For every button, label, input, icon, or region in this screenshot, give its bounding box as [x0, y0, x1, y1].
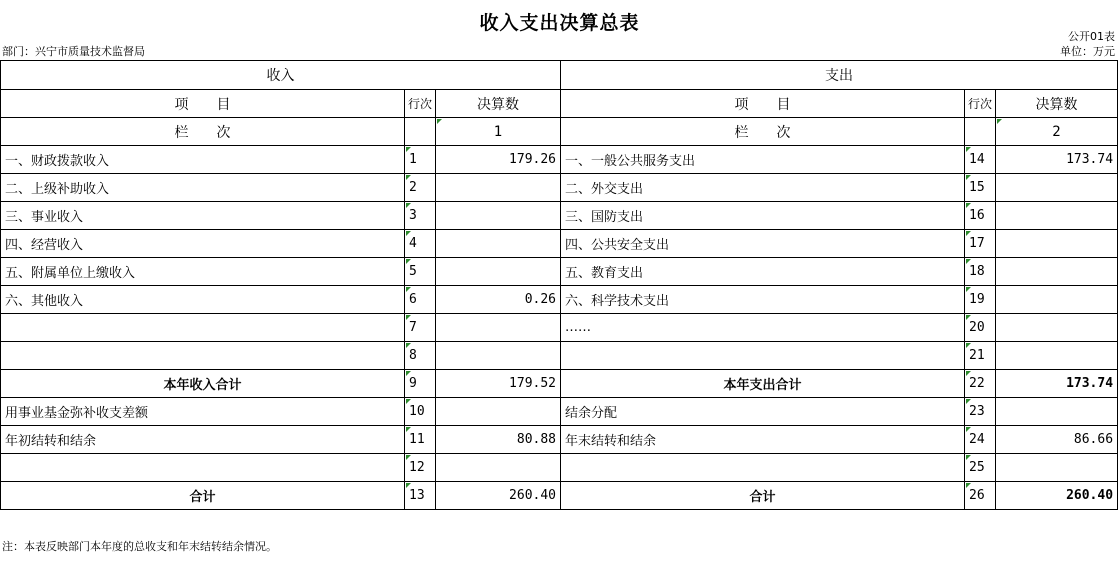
expense-line-number: 22 — [965, 370, 996, 398]
footnote: 注：本表反映部门本年度的总收支和年末结转结余情况。 — [2, 540, 277, 553]
income-item-label: 一、财政拨款收入 — [1, 146, 405, 174]
table-row — [1, 314, 1118, 342]
table-row — [1, 230, 1118, 258]
income-line-number: 12 — [405, 454, 436, 482]
report-title: 收入支出决算总表 — [479, 12, 640, 34]
income-line-number: 7 — [405, 314, 436, 342]
expense-item-label: 一、一般公共服务支出 — [561, 146, 965, 174]
expense-amount: 86.66 — [996, 426, 1118, 454]
income-item-label: 二、上级补助收入 — [1, 174, 405, 202]
expense-column-number: 2 — [996, 118, 1118, 146]
department-label: 部门：兴宁市质量技术监督局 — [2, 45, 145, 58]
income-line-number: 5 — [405, 258, 436, 286]
income-amount — [436, 230, 561, 258]
income-item-header: 项 目 — [1, 90, 405, 118]
column-index-row — [1, 118, 1118, 146]
income-line-number: 2 — [405, 174, 436, 202]
income-line-no-header: 行次 — [405, 90, 436, 118]
expense-amount — [996, 258, 1118, 286]
expense-item-label: 四、公共安全支出 — [561, 230, 965, 258]
expense-line-number: 23 — [965, 398, 996, 426]
expense-line-number: 24 — [965, 426, 996, 454]
table-row — [1, 454, 1118, 482]
expense-amount — [996, 342, 1118, 370]
income-amount — [436, 398, 561, 426]
expense-line-number: 21 — [965, 342, 996, 370]
expense-amount — [996, 314, 1118, 342]
income-item-label — [1, 314, 405, 342]
expense-amount — [996, 398, 1118, 426]
income-amount: 80.88 — [436, 426, 561, 454]
income-amount: 0.26 — [436, 286, 561, 314]
income-line-number: 4 — [405, 230, 436, 258]
expense-line-number: 19 — [965, 286, 996, 314]
income-item-label: 五、附属单位上缴收入 — [1, 258, 405, 286]
income-amount — [436, 454, 561, 482]
table-row — [1, 342, 1118, 370]
table-row — [1, 202, 1118, 230]
column-header-row — [1, 90, 1118, 118]
income-amount — [436, 202, 561, 230]
expense-amount-header: 决算数 — [996, 90, 1118, 118]
income-line-number: 11 — [405, 426, 436, 454]
income-item-label: 用事业基金弥补收支差额 — [1, 398, 405, 426]
income-line-number: 9 — [405, 370, 436, 398]
income-item-label: 六、其他收入 — [1, 286, 405, 314]
expense-item-label: …… — [561, 314, 965, 342]
income-line-number: 3 — [405, 202, 436, 230]
expense-line-number: 20 — [965, 314, 996, 342]
income-line-number: 1 — [405, 146, 436, 174]
expense-section-header: 支出 — [561, 61, 1118, 90]
expense-line-no-header: 行次 — [965, 90, 996, 118]
table-row — [1, 258, 1118, 286]
income-column-label: 栏 次 — [1, 118, 405, 146]
income-item-label: 合计 — [1, 482, 405, 510]
expense-line-number: 14 — [965, 146, 996, 174]
income-item-label: 本年收入合计 — [1, 370, 405, 398]
expense-amount: 173.74 — [996, 370, 1118, 398]
income-section-header: 收入 — [1, 61, 561, 90]
expense-item-label: 年末结转和结余 — [561, 426, 965, 454]
form-id: 公开01表 — [1068, 30, 1115, 43]
expense-line-number: 26 — [965, 482, 996, 510]
income-amount — [436, 174, 561, 202]
table-row — [1, 146, 1118, 174]
expense-line-number: 15 — [965, 174, 996, 202]
income-item-label — [1, 342, 405, 370]
income-amount: 179.52 — [436, 370, 561, 398]
expense-amount — [996, 230, 1118, 258]
income-amount: 260.40 — [436, 482, 561, 510]
expense-amount: 173.74 — [996, 146, 1118, 174]
income-line-number: 13 — [405, 482, 436, 510]
table-row — [1, 174, 1118, 202]
expense-item-label: 六、科学技术支出 — [561, 286, 965, 314]
expense-item-label: 合计 — [561, 482, 965, 510]
table-row — [1, 286, 1118, 314]
expense-item-label — [561, 342, 965, 370]
expense-item-label: 二、外交支出 — [561, 174, 965, 202]
expense-line-number: 17 — [965, 230, 996, 258]
total-row — [1, 482, 1118, 510]
expense-amount — [996, 174, 1118, 202]
income-item-label: 四、经营收入 — [1, 230, 405, 258]
income-amount-header: 决算数 — [436, 90, 561, 118]
expense-item-label: 结余分配 — [561, 398, 965, 426]
expense-item-header: 项 目 — [561, 90, 965, 118]
expense-amount — [996, 202, 1118, 230]
income-column-number: 1 — [436, 118, 561, 146]
section-header-row — [1, 61, 1118, 90]
expense-amount — [996, 286, 1118, 314]
income-item-label: 年初结转和结余 — [1, 426, 405, 454]
expense-line-number: 25 — [965, 454, 996, 482]
income-amount — [436, 314, 561, 342]
income-expense-table — [0, 60, 1118, 510]
expense-item-label — [561, 454, 965, 482]
expense-item-label: 五、教育支出 — [561, 258, 965, 286]
income-item-label: 三、事业收入 — [1, 202, 405, 230]
expense-column-label: 栏 次 — [561, 118, 965, 146]
expense-item-label: 本年支出合计 — [561, 370, 965, 398]
income-amount — [436, 258, 561, 286]
expense-amount: 260.40 — [996, 482, 1118, 510]
income-column-blank — [405, 118, 436, 146]
income-amount — [436, 342, 561, 370]
table-row — [1, 426, 1118, 454]
income-line-number: 8 — [405, 342, 436, 370]
income-line-number: 10 — [405, 398, 436, 426]
income-amount: 179.26 — [436, 146, 561, 174]
expense-amount — [996, 454, 1118, 482]
expense-item-label: 三、国防支出 — [561, 202, 965, 230]
unit-label: 单位：万元 — [1060, 45, 1115, 58]
table-row — [1, 398, 1118, 426]
expense-column-blank — [965, 118, 996, 146]
expense-line-number: 16 — [965, 202, 996, 230]
income-line-number: 6 — [405, 286, 436, 314]
income-item-label — [1, 454, 405, 482]
expense-line-number: 18 — [965, 258, 996, 286]
subtotal-row — [1, 370, 1118, 398]
